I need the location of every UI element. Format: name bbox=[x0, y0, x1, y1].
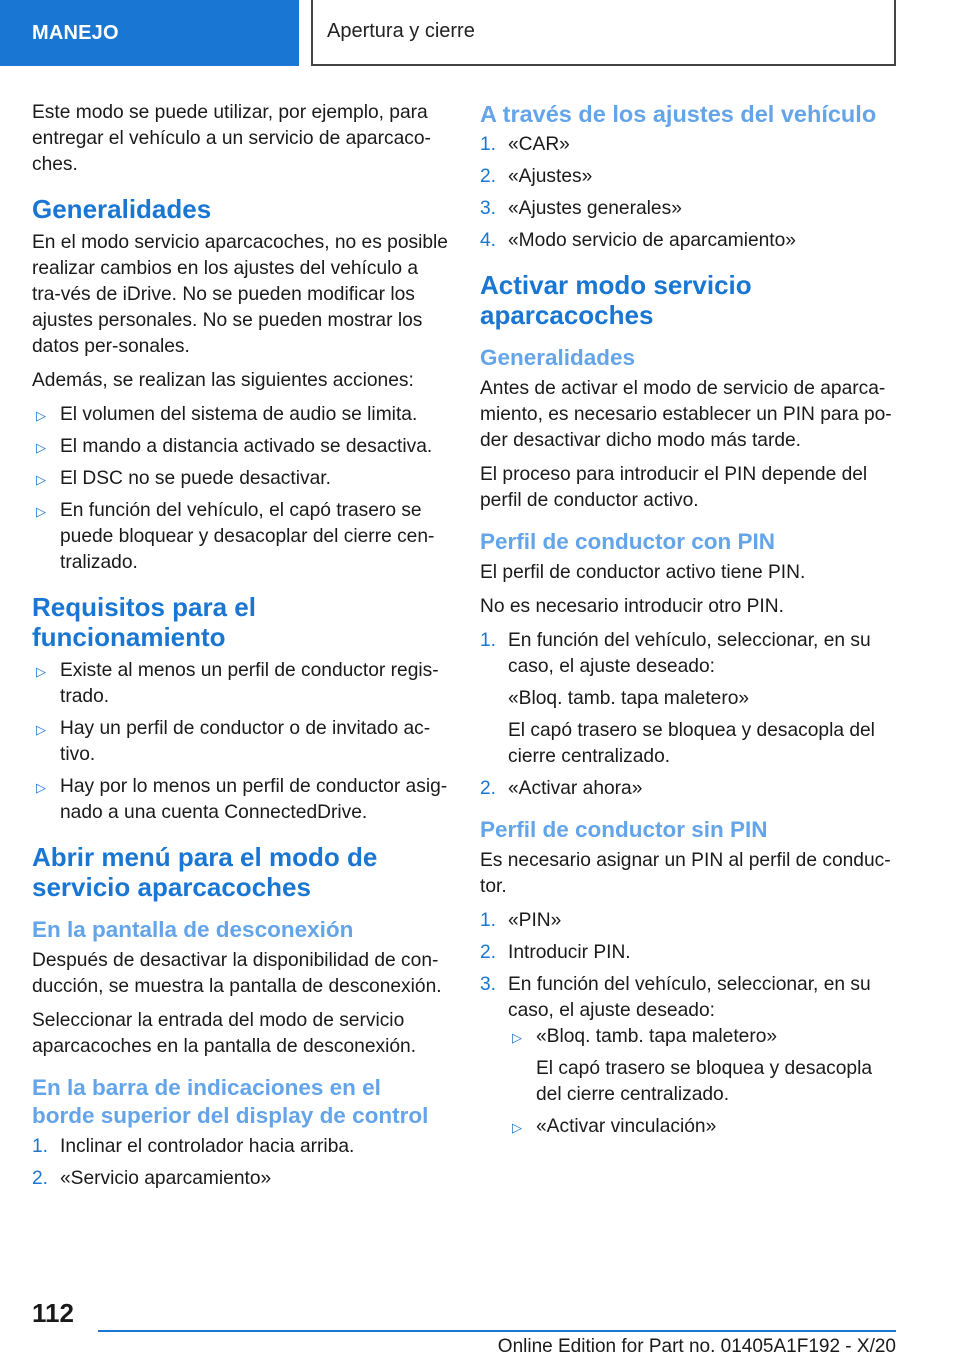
step-number: 3. bbox=[480, 974, 497, 995]
list-item: ▷ En función del vehículo, el capó trasero se puede bloquear y desacoplar del cierre cen-tralizado. bbox=[36, 500, 435, 573]
bullet-list bbox=[32, 402, 448, 576]
list-item: ▷ El mando a distancia activado se desactiva. bbox=[32, 434, 448, 460]
page-number: 112 bbox=[32, 1298, 74, 1328]
triangle-bullet-icon: ▷ bbox=[36, 408, 46, 423]
sub-bullet-list bbox=[508, 1024, 898, 1140]
footer-edition: Online Edition for Part no. 01405A1F192 - X/20 bbox=[497, 1336, 896, 1357]
list-item: ▷ «Activar vinculación» bbox=[508, 1114, 898, 1140]
paragraph: Antes de activar el modo de servicio de aparca-miento, es necesario establecer un PIN para po-der desactivar dicho modo más tarde. bbox=[480, 378, 892, 451]
triangle-bullet-icon: ▷ bbox=[36, 472, 46, 487]
list-item: ▷ Hay por lo menos un perfil de conductor asig-nado a una cuenta ConnectedDrive. bbox=[36, 776, 448, 823]
triangle-bullet-icon: ▷ bbox=[512, 1030, 522, 1045]
list-item: 1. «PIN» bbox=[480, 908, 898, 934]
left-column bbox=[32, 100, 448, 1198]
numbered-list bbox=[480, 628, 898, 802]
header-section: MANEJO bbox=[0, 0, 299, 66]
paragraph: El perfil de conductor activo tiene PIN. bbox=[480, 562, 806, 583]
numbered-list bbox=[480, 132, 898, 254]
step-number: 1. bbox=[480, 134, 497, 155]
list-item: 2. «Activar ahora» bbox=[480, 776, 898, 802]
triangle-bullet-icon: ▷ bbox=[36, 440, 46, 455]
paragraph: El proceso para introducir el PIN depende del perfil de conductor activo. bbox=[480, 464, 868, 511]
step-number: 1. bbox=[32, 1136, 49, 1157]
subheading-con-pin: Perfil de conductor con PIN bbox=[480, 529, 776, 554]
heading-generalidades: Generalidades bbox=[32, 194, 212, 224]
paragraph: En el modo servicio aparcacoches, no es posible realizar cambios en los ajustes del vehículo a tra-vés de iDrive. No se pueden modificar los ajustes personales. No se pueden mostrar los datos per-sonales. bbox=[32, 232, 448, 357]
step-number: 2. bbox=[480, 942, 497, 963]
triangle-bullet-icon: ▷ bbox=[512, 1120, 522, 1135]
list-item: 1. Inclinar el controlador hacia arriba. bbox=[32, 1134, 448, 1160]
list-item: 2. Introducir PIN. bbox=[480, 940, 898, 966]
step-number: 1. bbox=[480, 910, 497, 931]
heading-activar: Activar modo servicio aparcacoches bbox=[480, 270, 752, 330]
paragraph: Es necesario asignar un PIN al perfil de conduc-tor. bbox=[480, 850, 891, 897]
header-chapter: Apertura y cierre bbox=[311, 0, 896, 66]
subheading-barra: En la barra de indicaciones en el borde superior del display de control bbox=[32, 1075, 429, 1128]
step-number: 1. bbox=[480, 630, 497, 651]
list-item: 3. En función del vehículo, seleccionar, en su caso, el ajuste deseado: ▷ «Bloq. tamb. tapa maletero» El capó trasero se bloquea y desacopla del cierre centralizado. ▷ «Activar vinculación» bbox=[480, 972, 898, 1140]
list-item: ▷ «Bloq. tamb. tapa maletero» El capó trasero se bloquea y desacopla del cierre centralizado. bbox=[512, 1026, 872, 1105]
step-number: 2. bbox=[32, 1168, 49, 1189]
list-item: 2. «Ajustes» bbox=[480, 164, 898, 190]
bullet-list bbox=[32, 658, 448, 826]
list-item: 4. «Modo servicio de aparcamiento» bbox=[480, 228, 898, 254]
subheading-generalidades: Generalidades bbox=[480, 345, 636, 370]
step-number: 3. bbox=[480, 198, 497, 219]
heading-abrir-menu: Abrir menú para el modo de servicio aparcacoches bbox=[32, 842, 378, 902]
numbered-list bbox=[480, 908, 898, 1140]
list-item: ▷ El DSC no se puede desactivar. bbox=[32, 466, 448, 492]
subheading-sin-pin: Perfil de conductor sin PIN bbox=[480, 817, 768, 842]
intro-paragraph: Este modo se puede utilizar, por ejemplo, para entregar el vehículo a un servicio de aparcaco-ches. bbox=[32, 102, 431, 175]
triangle-bullet-icon: ▷ bbox=[36, 504, 46, 519]
step-number: 2. bbox=[480, 166, 497, 187]
list-item: ▷ Hay un perfil de conductor o de invitado ac-tivo. bbox=[36, 718, 431, 765]
numbered-list bbox=[32, 1134, 448, 1192]
subheading-ajustes: A través de los ajustes del vehículo bbox=[480, 101, 877, 127]
list-item: 3. «Ajustes generales» bbox=[480, 196, 898, 222]
paragraph: No es necesario introducir otro PIN. bbox=[480, 596, 784, 617]
heading-requisitos: Requisitos para el funcionamiento bbox=[32, 592, 256, 652]
triangle-bullet-icon: ▷ bbox=[36, 780, 46, 795]
step-number: 2. bbox=[480, 778, 497, 799]
triangle-bullet-icon: ▷ bbox=[36, 722, 46, 737]
list-item: ▷ El volumen del sistema de audio se limita. bbox=[32, 402, 448, 428]
list-item: 1. «CAR» bbox=[480, 132, 898, 158]
right-column bbox=[480, 100, 898, 1146]
list-item: 1. En función del vehículo, seleccionar, en su caso, el ajuste deseado: «Bloq. tamb. tapa maletero» El capó trasero se bloquea y desacopla del cierre centralizado. bbox=[480, 630, 875, 767]
subheading-pantalla: En la pantalla de desconexión bbox=[32, 917, 354, 942]
list-item: ▷ Existe al menos un perfil de conductor regis-trado. bbox=[36, 660, 439, 707]
paragraph: Seleccionar la entrada del modo de servicio aparcacoches en la pantalla de desconexión. bbox=[32, 1010, 417, 1057]
step-number: 4. bbox=[480, 230, 497, 251]
footer-divider bbox=[98, 1330, 896, 1332]
paragraph: Después de desactivar la disponibilidad de con-ducción, se muestra la pantalla de desconexión. bbox=[32, 950, 442, 997]
triangle-bullet-icon: ▷ bbox=[36, 664, 46, 679]
paragraph: Además, se realizan las siguientes acciones: bbox=[32, 370, 414, 391]
list-item: 2. «Servicio aparcamiento» bbox=[32, 1166, 448, 1192]
